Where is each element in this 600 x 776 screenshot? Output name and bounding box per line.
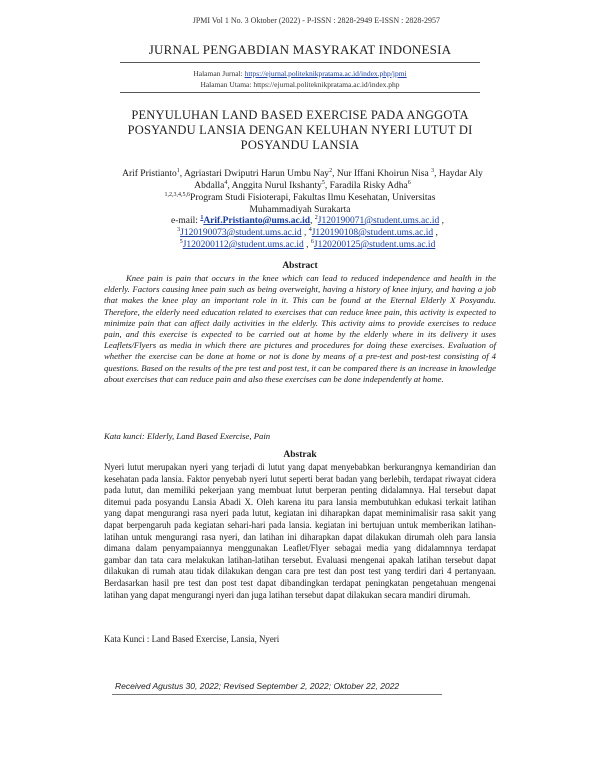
email-list [135, 215, 480, 251]
author-6: , Faradila Risky Adha [324, 181, 408, 191]
email-6-link[interactable]: J120200125@student.ums.ac.id [313, 240, 436, 250]
author-5: , Anggita Nurul Ikshanty [227, 181, 322, 191]
affiliation [150, 192, 450, 216]
email-line-2: $^3$J120190073@student.ums.ac.id , $^4$J120190108@student.ums.ac.id , [177, 226, 438, 238]
email-3-sup: 3 [177, 226, 181, 233]
email-4-sup: 4 [308, 226, 312, 233]
journal-title: JURNAL PENGABDIAN MASYRAKAT INDONESIA [148, 42, 452, 57]
keywords-english: Kata kunci: Elderly, Land Based Exercise, Pain [104, 431, 271, 441]
abstrak-heading: Abstrak [283, 450, 317, 460]
received-rule [112, 694, 442, 695]
affiliation-text: Program Studi Fisioterapi, Fakultas Ilmu Kesehatan, Universitas Muhammadiyah Surakarta [190, 193, 436, 215]
email-6-sup: 6 [310, 238, 314, 245]
author-1: Arif Pristianto [122, 169, 177, 179]
email-2-link[interactable]: J120190071@student.ums.ac.id [317, 216, 440, 226]
header-rule-top [120, 62, 480, 63]
author-5-sup: 5 [321, 179, 325, 186]
author-list [110, 168, 495, 192]
email-3-link[interactable]: J120190073@student.ums.ac.id [180, 228, 302, 238]
journal-url-link[interactable]: https://ejurnal.politeknikpratama.ac.id/index.php/jpmi [244, 69, 407, 78]
keywords-indonesian: Kata Kunci : Land Based Exercise, Lansia, Nyeri [104, 634, 280, 644]
author-4: , Haydar Aly Abdalla [194, 169, 483, 191]
journal-url-label: Halaman Jurnal: [193, 69, 245, 78]
email-1-link[interactable]: Arif.Pristianto@ums.ac.id [203, 216, 311, 226]
abstract-english: Knee pain is pain that occurs in the knee which can lead to reduced independence and health in the elderly. Factors causing knee pain such as being overweight, having a history of knee injury, and having a job that makes the knee play an important role in it. This can be found at the Eternal Elderly X Posyandu. Therefore, the elderly need education related to exercises that can reduce knee pain, this activity is expected to minimize pain that can affect daily activities in the elderly. This activity aims to provide exercises to reduce pain, and this exercise is expected to be carried out at home by the elderly where in its delivery it uses Leaflets/Flyers as media in which there are pictures and procedures for doing these exercises. Evaluation of whether the exercise can be done at home or not is done by means of a pre-test and post-test consisting of 4 questions. Based on the results of the pre test and post test, it can be compared there is an increase in knowledge about exercises that can reduce pain and also these exercises can be done independently at home. [104, 273, 496, 384]
email-1-sup: 1 [200, 214, 204, 221]
affiliation-sup: 1,2,3,4,5,6 [164, 191, 191, 198]
email-line-1: e-mail: $^1$Arif.Pristianto@ums.ac.id, $^2$J120190071@student.ums.ac.id , [171, 214, 444, 226]
abstract-indonesian: Nyeri lutut merupakan nyeri yang terjadi di lutut yang dapat menyebabkan berkurangnya kemandirian dan kesehatan pada lansia. Faktor penyebab nyeri lutut seperti berat badan yang berlebih, terdapat riwayat cidera pada lutut, dan memiliki pekerjaan yang membuat lutut berperan penting didalamnya. Hal tersebut dapat ditemui pada posyandu Lansia Abadi X. Oleh karena itu para lansia membutuhkan edukasi terkait latihan yang dapat mengurangi rasa nyeri pada lutut, kegiatan ini diharapkan dapat meminimalisir rasa sakit yang dapat berpengaruh pada kegiatan sehari-hari pada lansia. kegiatan ini bertujuan untuk memberikan latihan-latihan untuk mengurangi rasa nyeri, dan latihan ini diharapkan dapat dilakukan dirumah oleh para lansia dimana dalam penyampaiannya menggunakan Leaflet/Flyer sebagai media yang didalamnnya terdapat gambar dan tata cara melakukan latihan-latihan tersebut. Evaluasi mengenai apakah latihan tersebut dapat dilakukan di rumah atau tidak dilakukan dengan cara pre test dan post test yang terdiri dari 4 pertanyaan. Berdasarkan hasil pre test dan post test dapat dibandingkan terdapat peningkatan pengetahuan mengenai latihan yang dapat mengurangi nyeri dan juga latihan tersebut dapat dilakukan secara mandiri dirumah. [104, 462, 496, 600]
journal-urls [0, 68, 600, 90]
email-line-3: $^5$J120200112@student.ums.ac.id , $^6$J120200125@student.ums.ac.id [179, 238, 436, 250]
running-header: JPMI Vol 1 No. 3 Oktober (2022) - P-ISSN : 2828-2949 E-ISSN : 2828-2957 [192, 16, 440, 25]
email-5-sup: 5 [179, 238, 183, 245]
author-3: , Nur Iffani Khoirun Nisa [332, 169, 432, 179]
main-url-line: Halaman Utama: https://ejurnal.politeknikpratama.ac.id/index.php [200, 80, 400, 89]
author-1-sup: 1 [176, 167, 180, 174]
email-5-link[interactable]: J120200112@student.ums.ac.id [182, 240, 304, 250]
journal-url-line [0, 68, 600, 79]
author-4-sup: 4 [224, 179, 228, 186]
abstract-heading: Abstract [282, 261, 318, 271]
email-label: e-mail: [171, 216, 201, 226]
header-rule-bottom [120, 92, 480, 93]
paper-title: PENYULUHAN LAND BASED EXERCISE PADA ANGGOTA POSYANDU LANSIA DENGAN KELUHAN NYERI LUTUT DI POSYANDU LANSIA [127, 108, 473, 152]
author-3-sup: 3 [431, 167, 435, 174]
email-2-sup: 2 [314, 214, 318, 221]
author-2-sup: 2 [329, 167, 333, 174]
author-2: , Agriastari Dwiputri Harun Umbu Nay [179, 169, 330, 179]
author-6-sup: 6 [407, 179, 411, 186]
email-4-link[interactable]: J120190108@student.ums.ac.id [311, 228, 434, 238]
received-dates: Received Agustus 30, 2022; Revised September 2, 2022; Oktober 22, 2022 [115, 681, 400, 691]
